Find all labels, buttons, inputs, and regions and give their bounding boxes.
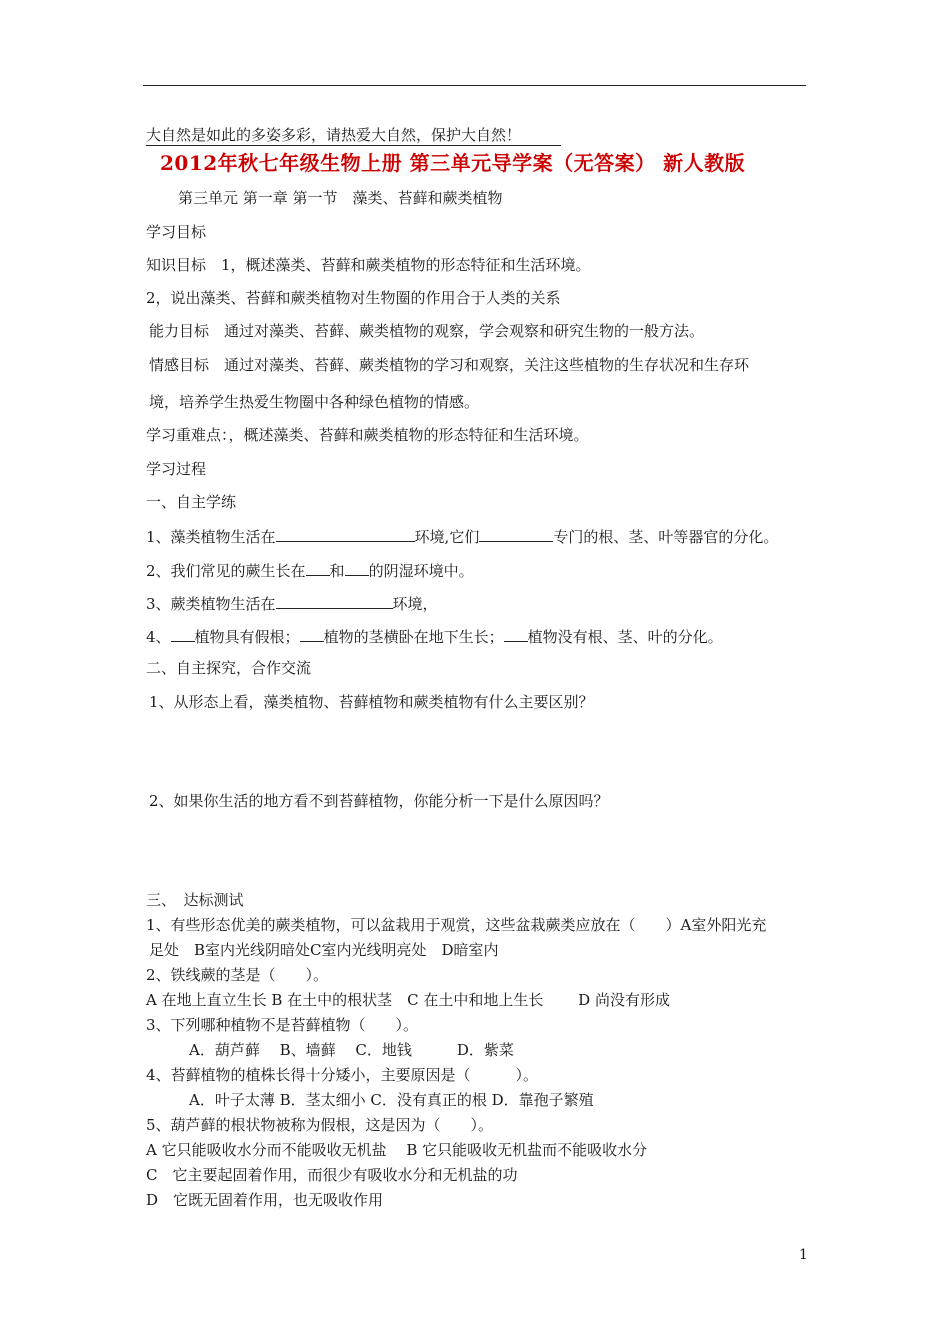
- emotion-objective-line-1: 情感目标 通过对藻类、苔藓、蕨类植物的学习和观察，关注这些植物的生存状况和生存环: [149, 356, 750, 374]
- test-question-5-option-d: D 它既无固着作用，也无吸收作用: [146, 1191, 384, 1209]
- question-2-blank-2[interactable]: [345, 559, 369, 576]
- question-2-text-b: 和: [329, 562, 345, 580]
- question-1-text-b: 环境,它们: [414, 528, 480, 546]
- process-heading: 学习过程: [146, 460, 207, 478]
- knowledge-objective-1: 知识目标 1，概述藻类、苔藓和蕨类植物的形态特征和生活环境。: [146, 256, 591, 274]
- question-2: [146, 559, 474, 581]
- question-4-blank-1[interactable]: [171, 625, 195, 642]
- question-4-text-b: 植物具有假根；: [194, 628, 300, 646]
- header-rule: [143, 85, 806, 86]
- document-title: 2012年秋七年级生物上册 第三单元导学案（无答案） 新人教版: [160, 151, 746, 175]
- question-3-blank[interactable]: [276, 592, 393, 609]
- key-points: 学习重难点：，概述藻类、苔藓和蕨类植物的形态特征和生活环境。: [146, 426, 589, 444]
- header-banner: 大自然是如此的多姿多彩，请热爱大自然，保护大自然！: [146, 126, 522, 144]
- test-question-4-options: A．叶子太薄 B．茎太细小 C．没有真正的根 D．靠孢子繁殖: [189, 1091, 594, 1109]
- question-1: [146, 525, 778, 547]
- question-1-text-a: 1、藻类植物生活在: [146, 528, 276, 546]
- question-4-blank-2[interactable]: [300, 625, 324, 642]
- question-2-text-a: 2、我们常见的蕨生长在: [146, 562, 306, 580]
- test-question-2: 2、铁线蕨的茎是（ ）。: [146, 966, 329, 984]
- knowledge-objective-2: 2，说出藻类、苔藓和蕨类植物对生物圈的作用合于人类的关系: [146, 289, 561, 307]
- question-1-blank-2[interactable]: [479, 525, 553, 542]
- question-2-blank-1[interactable]: [306, 559, 330, 576]
- test-question-4: 4、苔藓植物的植株长得十分矮小，主要原因是（ ）。: [146, 1066, 539, 1084]
- emotion-objective-line-2: 境，培养学生热爱生物圈中各种绿色植物的情感。: [149, 393, 480, 411]
- question-3-text-b: 环境，: [392, 595, 438, 613]
- question-3-text-a: 3、蕨类植物生活在: [146, 595, 276, 613]
- test-heading: 三、 达标测试: [146, 891, 244, 909]
- section-heading: 第三单元 第一章 第一节 藻类、苔藓和蕨类植物: [178, 189, 503, 207]
- test-question-1-line-2: 足处 B室内光线阴暗处C室内光线明亮处 D暗室内: [149, 941, 499, 959]
- explore-question-2: 2、如果你生活的地方看不到苔藓植物，你能分析一下是什么原因吗？: [149, 792, 609, 810]
- page-number: 1: [799, 1247, 808, 1263]
- objectives-heading: 学习目标: [146, 223, 207, 241]
- test-question-2-options: A 在地上直立生长 B 在土中的根状茎 C 在土中和地上生长 D 尚没有形成: [146, 991, 670, 1009]
- question-4-blank-3[interactable]: [504, 625, 528, 642]
- test-question-5: 5、葫芦藓的根状物被称为假根，这是因为（ ）。: [146, 1116, 494, 1134]
- question-3: [146, 592, 438, 614]
- question-4-text-c: 植物的茎横卧在地下生长；: [323, 628, 504, 646]
- test-question-3-options: A．葫芦藓 B、墙藓 C．地钱 D．紫菜: [189, 1041, 514, 1059]
- question-1-blank-1[interactable]: [276, 525, 415, 542]
- explore-question-1: 1、从形态上看，藻类植物、苔藓植物和蕨类植物有什么主要区别？: [149, 693, 594, 711]
- ability-objective: 能力目标 通过对藻类、苔藓、蕨类植物的观察，学会观察和研究生物的一般方法。: [149, 322, 705, 340]
- test-question-3: 3、下列哪种植物不是苔藓植物（ ）。: [146, 1016, 419, 1034]
- question-1-text-c: 专门的根、茎、叶等器官的分化。: [553, 528, 779, 546]
- part2-heading: 二、自主探究，合作交流: [146, 659, 312, 677]
- test-question-5-option-ab: A 它只能吸收水分而不能吸收无机盐 B 它只能吸收无机盐而不能吸收水分: [146, 1141, 648, 1159]
- question-4-text-d: 植物没有根、茎、叶的分化。: [527, 628, 723, 646]
- question-2-text-c: 的阴湿环境中。: [368, 562, 474, 580]
- banner-underline: [146, 145, 561, 146]
- test-question-5-option-c: C 它主要起固着作用，而很少有吸收水分和无机盐的功: [146, 1166, 518, 1184]
- question-4-text-a: 4、: [146, 628, 171, 646]
- part1-heading: 一、自主学练: [146, 493, 237, 511]
- test-question-1-line-1: 1、有些形态优美的蕨类植物，可以盆栽用于观赏，这些盆栽蕨类应放在（ ）A室外阳光充: [146, 916, 767, 934]
- question-4: [146, 625, 723, 647]
